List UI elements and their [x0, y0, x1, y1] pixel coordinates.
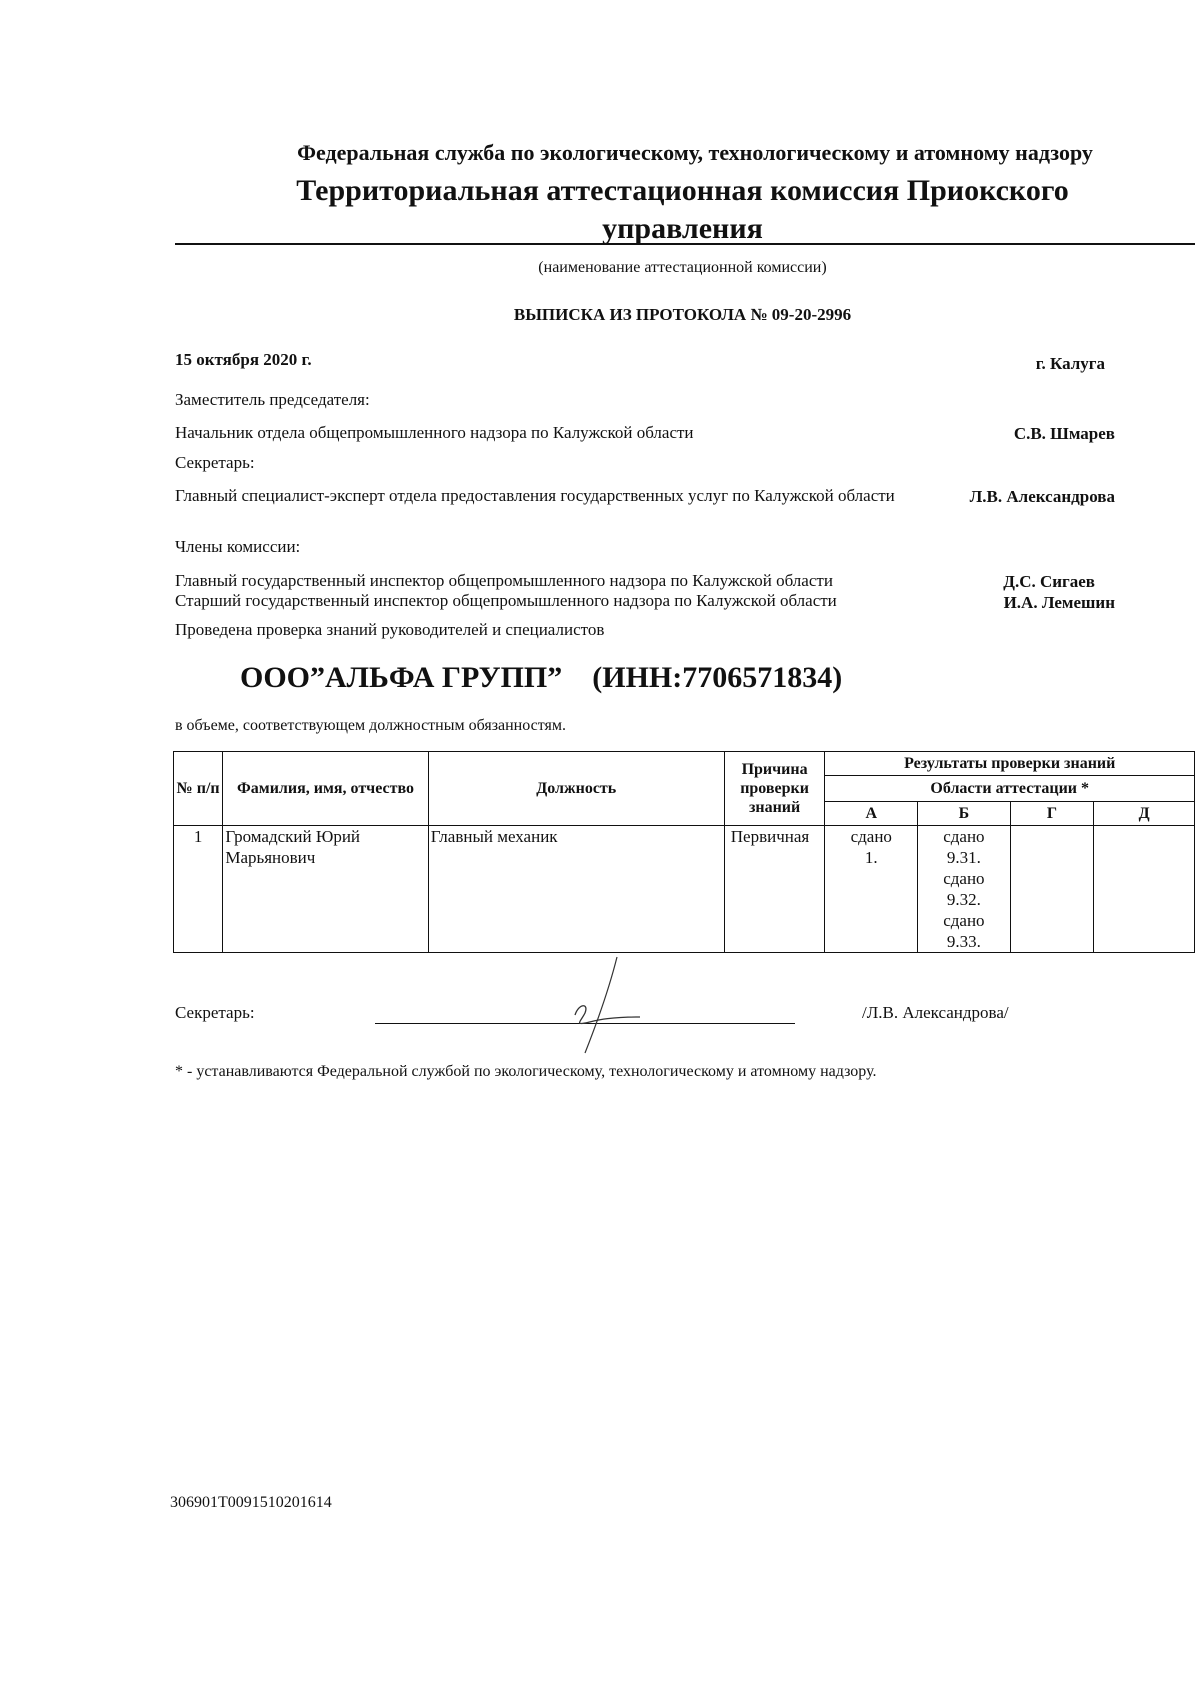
cell-area-a [825, 826, 918, 953]
area-b-code: 9.31. [946, 848, 981, 867]
header-name: Фамилия, имя, отчество [223, 752, 428, 826]
protocol-date: 15 октября 2020 г. [175, 350, 312, 369]
table-row [174, 826, 1195, 953]
check-text: Проведена проверка знаний руководителей и специалистов [175, 620, 605, 639]
area-b-result: сдано [943, 869, 985, 888]
member-2-position: Старший государственный инспектор общепромышленного надзора по Калужской области [175, 591, 837, 610]
commission-underline [175, 243, 1195, 245]
cell-area-d [1094, 826, 1195, 953]
header-col-a: А [825, 802, 918, 826]
area-b-code: 9.33. [946, 932, 981, 951]
member-1-name: Д.С. Сигаев [1003, 572, 1095, 591]
member-1-position: Главный государственный инспектор общепромышленного надзора по Калужской области [175, 571, 833, 590]
members-label: Члены комиссии: [175, 537, 301, 556]
area-b-code: 9.32. [946, 890, 981, 909]
area-a-code: 1. [864, 848, 878, 867]
header-reason: Причина проверки знаний [724, 752, 825, 826]
organization-name: ООО”АЛЬФА ГРУПП” (ИНН:7706571834) [240, 661, 843, 694]
header-num: № п/п [174, 752, 223, 826]
secretary-name: Л.В. Александрова [969, 487, 1115, 506]
cell-name: Громадский Юрий Марьянович [223, 826, 428, 953]
area-a-result: сдано [850, 827, 892, 846]
deputy-label: Заместитель председателя: [175, 390, 370, 409]
header-position: Должность [428, 752, 724, 826]
signature-secretary-name: /Л.В. Александрова/ [862, 1003, 1009, 1022]
protocol-title: ВЫПИСКА ИЗ ПРОТОКОЛА № 09-20-2996 [513, 305, 852, 324]
area-b-result: сдано [943, 911, 985, 930]
cell-area-g [1010, 826, 1094, 953]
commission-line-1: Территориальная аттестационная комиссия Приокского [296, 174, 1069, 207]
header-col-b: Б [918, 802, 1011, 826]
header-results: Результаты проверки знаний [825, 752, 1195, 776]
cell-position: Главный механик [428, 826, 724, 953]
results-table [173, 751, 1195, 953]
commission-name [175, 172, 1190, 248]
header-areas: Области аттестации * [825, 776, 1195, 802]
secretary-position: Главный специалист-эксперт отдела предоставления государственных услуг по Калужской области [175, 486, 895, 505]
cell-num: 1 [174, 826, 223, 953]
cell-area-b [918, 826, 1011, 953]
scope-text: в объеме, соответствующем должностным обязанностям. [175, 717, 567, 734]
secretary-label: Секретарь: [175, 453, 255, 472]
agency-name: Федеральная служба по экологическому, технологическому и атомному надзору [297, 140, 1093, 165]
footnote: * - устанавливаются Федеральной службой по экологическому, технологическому и атомному надзору. [175, 1063, 877, 1080]
header-col-g: Г [1010, 802, 1094, 826]
commission-line-2: управления [602, 212, 763, 245]
header-col-d: Д [1094, 802, 1195, 826]
commission-caption: (наименование аттестационной комиссии) [538, 259, 827, 276]
deputy-name: С.В. Шмарев [1013, 424, 1115, 443]
cell-reason: Первичная [724, 826, 825, 953]
protocol-city: г. Калуга [1035, 354, 1105, 373]
document-code: 306901T0091510201614 [170, 1494, 332, 1511]
area-b-result: сдано [943, 827, 985, 846]
member-2-name: И.А. Лемешин [1003, 593, 1115, 612]
handwritten-signature [545, 955, 645, 1055]
deputy-position: Начальник отдела общепромышленного надзора по Калужской области [175, 423, 694, 442]
signature-secretary-label: Секретарь: [175, 1003, 255, 1022]
